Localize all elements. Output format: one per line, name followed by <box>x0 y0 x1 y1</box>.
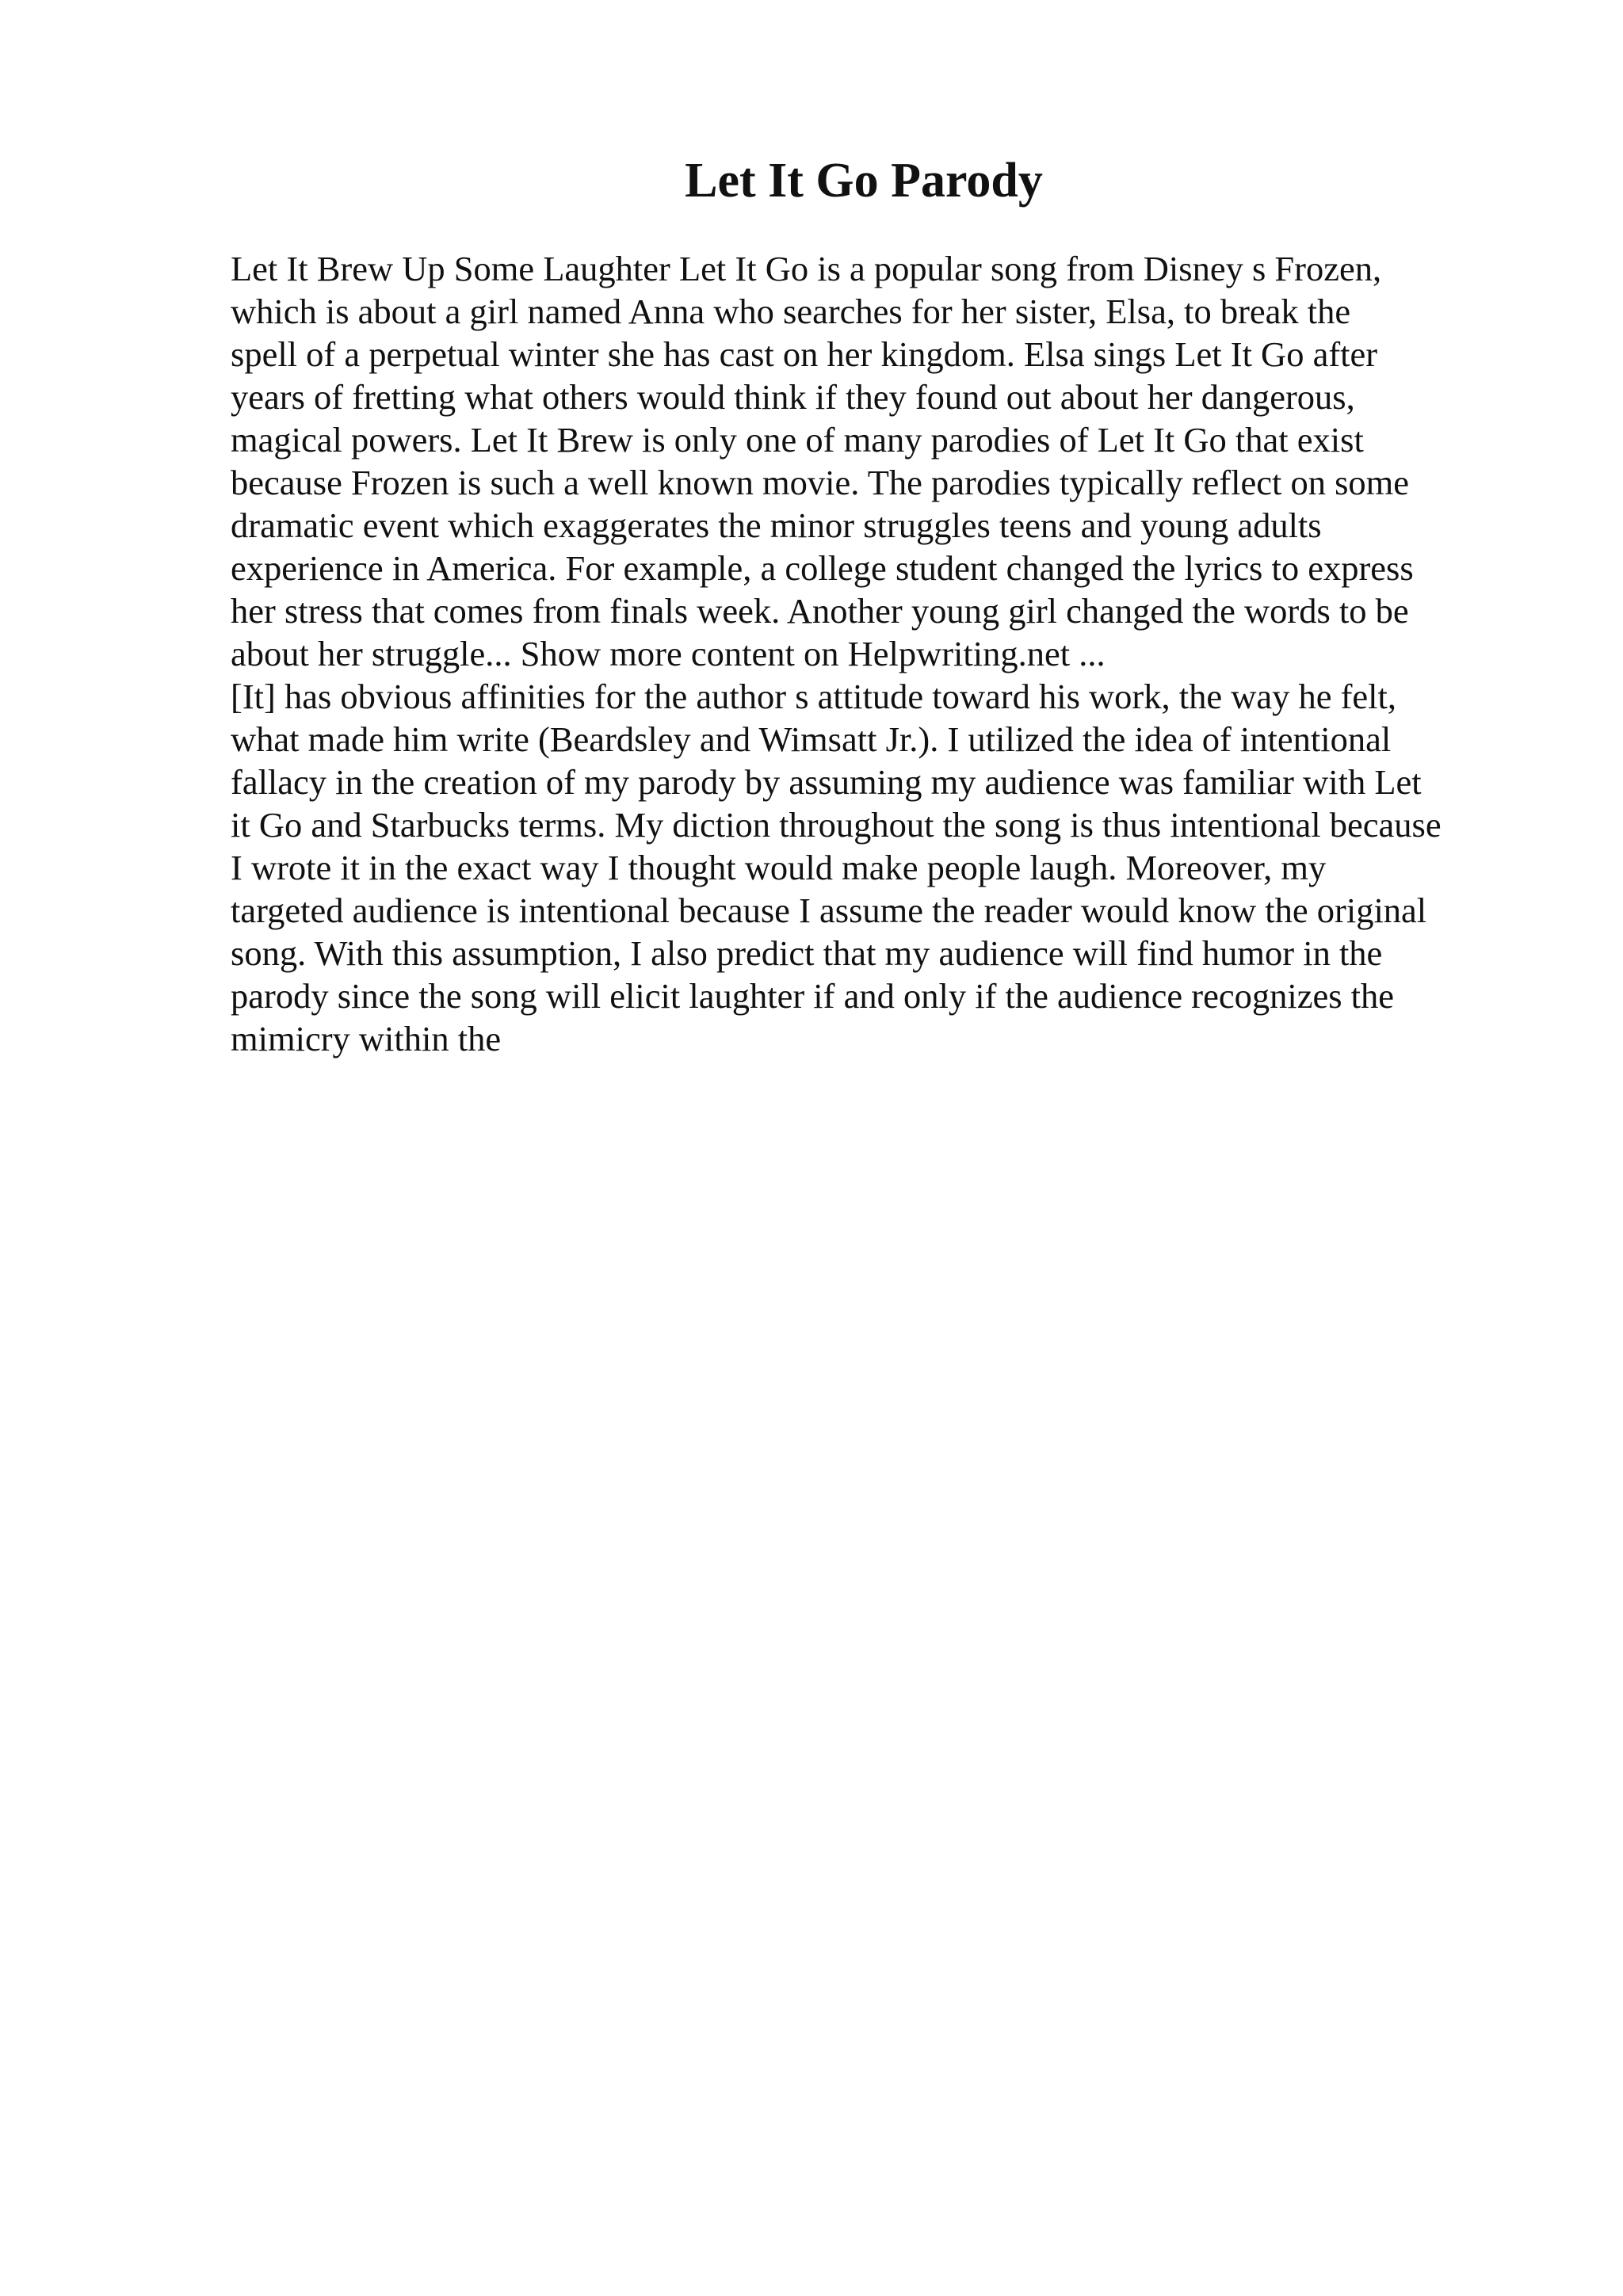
body-text <box>231 247 1514 1060</box>
text-line: spell of a perpetual winter she has cast on her kingdom. Elsa sings Let It Go after <box>231 334 1378 374</box>
text-line: experience in America. For example, a college student changed the lyrics to express <box>231 548 1414 588</box>
text-line: which is about a girl named Anna who searches for her sister, Elsa, to break the <box>231 292 1351 331</box>
text-line: fallacy in the creation of my parody by assuming my audience was familiar with Let <box>231 762 1422 802</box>
text-line: about her struggle... Show more content on Helpwriting.net ... <box>231 634 1106 673</box>
text-line: her stress that comes from finals week. Another young girl changed the words to be <box>231 591 1409 631</box>
text-line: because Frozen is such a well known movie. The parodies typically reflect on some <box>231 463 1410 502</box>
text-line: it Go and Starbucks terms. My diction throughout the song is thus intentional because <box>231 805 1442 845</box>
text-line: parody since the song will elicit laughter if and only if the audience recognizes the <box>231 976 1395 1016</box>
text-line: mimicry within the <box>231 1019 502 1058</box>
text-line: what made him write (Beardsley and Wimsatt Jr.). I utilized the idea of intentional <box>231 719 1392 759</box>
text-line: I wrote it in the exact way I thought would make people laugh. Moreover, my <box>231 848 1327 887</box>
page-title: Let It Go Parody <box>685 154 1043 208</box>
text-line: song. With this assumption, I also predict that my audience will find humor in the <box>231 933 1383 973</box>
text-line: magical powers. Let It Brew is only one of many parodies of Let It Go that exist <box>231 420 1364 460</box>
text-line: targeted audience is intentional because I assume the reader would know the original <box>231 891 1427 930</box>
text-line: [It] has obvious affinities for the author s attitude toward his work, the way he felt, <box>231 677 1397 716</box>
text-line: years of fretting what others would think if they found out about her dangerous, <box>231 377 1355 417</box>
text-line: Let It Brew Up Some Laughter Let It Go is a popular song from Disney s Frozen, <box>231 249 1382 288</box>
text-line: dramatic event which exaggerates the minor struggles teens and young adults <box>231 505 1322 545</box>
